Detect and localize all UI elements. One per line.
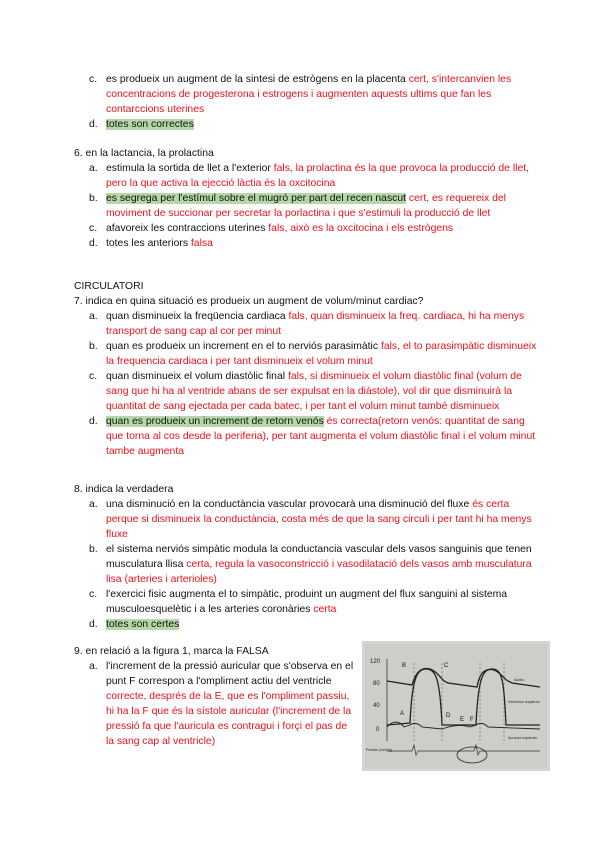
y-tick-label: 120 [370, 659, 381, 665]
q7-option-d [74, 414, 544, 459]
y-tick-label: 40 [373, 703, 380, 709]
curve-label: Aorta [514, 677, 524, 682]
question-7 [74, 294, 544, 459]
option-letter: d. [89, 619, 98, 630]
option-letter: d. [89, 238, 98, 249]
answer-comment: falsa [190, 238, 213, 249]
answer-comment: fals, el to parasimpàtic disminueix la frequencia cardiaca i per tant disminueix el volum minut [106, 341, 537, 367]
curve-label: Aurícula izquierda [508, 736, 537, 740]
option-letter: b. [89, 341, 98, 352]
point-label: C [444, 663, 449, 669]
option-text: totes les anteriors [106, 238, 191, 249]
question-6 [74, 146, 544, 251]
option-letter: a. [89, 311, 98, 322]
option-text: l'exercici fisic augmenta el to simpàtic, produint un augment del flux sanguini al sistema musculoesquelètic i a les arteries coronàries [106, 589, 508, 615]
q6-option-a [74, 161, 544, 191]
option-text: quan es produeix un increment en el to nerviós parasimàtic [106, 341, 381, 352]
point-label: B [402, 663, 407, 669]
question-title: 8. indica la verdadera [74, 484, 174, 495]
highlighted-correct-option: es segrega per l'estímul sobre el mugró per part del recen nascut [106, 193, 407, 204]
q6-option-d [74, 236, 544, 251]
answer-comment: és correcta(retorn venós: quantitat de sang que torna al cos desde la periferia), per tant augmenta el volum diastòlic final i el volum minut tambe augmenta [106, 416, 536, 457]
y-axis-label: Presión (mmHg) [366, 748, 393, 752]
option-letter: d. [89, 416, 98, 427]
answer-comment: fals, això es la oxcitocina i els estrògens [268, 223, 454, 234]
question-8 [74, 482, 544, 632]
question-title: 9. en relació a la figura 1, marca la FALSA [74, 646, 269, 657]
figure-1-cardiac-pressure-photo [362, 641, 550, 771]
q8-option-c [74, 587, 544, 617]
answer-comment: certa [313, 604, 337, 615]
option-letter: a. [89, 499, 98, 510]
q6-option-b [74, 191, 544, 221]
q9-option-a [74, 659, 356, 749]
option-text: estimula la sortida de llet a l'exterior [106, 163, 274, 174]
option-letter: c. [89, 589, 98, 600]
point-label: E [460, 717, 465, 723]
answer-comment: fals, la prolactina és la que provoca la producció de llet, pero la que activa la ejecció làctia és la oxcitocina [106, 163, 530, 189]
option-text: quan disminueix la freqüencia cardiaca [106, 311, 289, 322]
option-letter: d. [89, 119, 98, 130]
option-text: l'increment de la pressió auricular que s'observa en el punt F correspon a l'ompliment actiu del ventricle [106, 661, 354, 687]
q8-option-d [74, 617, 544, 632]
q7-option-a [74, 309, 544, 339]
y-tick-label: 0 [376, 727, 380, 733]
highlighted-correct-option: totes son certes [106, 619, 180, 630]
photo-paper [365, 644, 547, 768]
q7-option-b [74, 339, 544, 369]
answer-comment: fals, quan disminueix la freq. cardiaca, hi ha menys transport de sang cap al cor per minut [106, 311, 525, 337]
option-letter: c. [89, 371, 98, 382]
question-5-tail [74, 72, 544, 132]
option-text: es produeix un augment de la sintesi de estrògens en la placenta [106, 74, 409, 85]
highlighted-correct-option: totes son correctes [106, 119, 194, 130]
option-letter: c. [89, 223, 98, 234]
answer-comment: és certa perque si disminueix la conductància, costa més de que la sang circuli i per tant hi ha menys fluxe [106, 499, 532, 540]
point-label: A [400, 711, 405, 717]
option-text: afavoreix les contraccions uterines [106, 223, 269, 234]
option-letter: a. [89, 661, 98, 672]
q8-option-b [74, 542, 544, 587]
option-text: el sistema nerviós simpàtic modula la conductancia vascular dels vasos sanguinis que tenen musculatura llisa [106, 544, 532, 570]
option-letter: b. [89, 544, 98, 555]
q5-option-c [74, 72, 544, 117]
answer-comment: cert, s'intercanvien les concentracions de progesterona i estrogens i augmenten aquests ultims que fan les contarccions uterines [106, 74, 512, 115]
section-heading: CIRCULATORI [74, 281, 144, 292]
option-letter: a. [89, 163, 98, 174]
answer-comment: correcte, després de la E, que es l'ompliment passiu, hi ha la F que és la sístole auricular (l'increment de la pressió fa que l'auricula es contragui i forçi el pas de la sang cap al ventricle) [106, 691, 352, 747]
answer-comment: cert, es requereix del moviment de succionar per secretar la porlactina i que s'estimuli la producció de llet [106, 193, 506, 219]
curve-label: Ventrículo izquierdo [508, 700, 540, 704]
point-label: F [470, 717, 474, 723]
point-label: D [446, 713, 451, 719]
question-title: 7. indica en quina situació es produeix un augment de volum/minut cardiac? [74, 296, 424, 307]
q8-option-a [74, 497, 544, 542]
question-title: 6. en la lactancia, la prolactina [74, 148, 214, 159]
q6-option-c [74, 221, 544, 236]
answer-comment: fals, si disminueix el volum diastòlic final (volum de sang que hi ha al ventride abans de ser expulsat en la diàstole), vol dir que disminuirà la quantitat de sang ejectada per cada batec, i per tant el volum minut també disminueix [106, 371, 522, 412]
y-tick-label: 80 [373, 681, 380, 687]
option-letter: c. [89, 74, 98, 85]
q5-option-d [74, 117, 544, 132]
answer-comment: certa, regula la vasoconstricció i vasodilatació dels vasos amb musculatura lisa (arteries i arterioles) [106, 559, 532, 585]
q7-option-c [74, 369, 544, 414]
question-9 [74, 644, 356, 749]
option-letter: b. [89, 193, 98, 204]
highlighted-correct-option: quan es produeix un increment de retorn venós [106, 416, 324, 427]
option-text: quan disminueix el volum diastòlic final [106, 371, 288, 382]
option-text: una disminució en la conductància vascular provocarà una disminució del fluxe [106, 499, 473, 510]
